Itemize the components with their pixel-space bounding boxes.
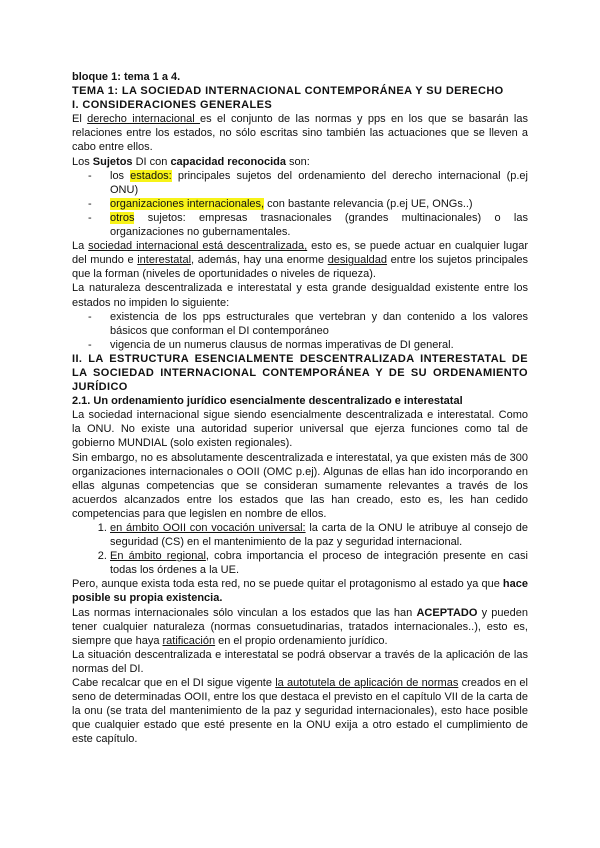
highlight: otros <box>110 211 135 224</box>
bloque-label: bloque 1: tema 1 a 4. <box>72 71 181 83</box>
principios-list <box>72 310 528 352</box>
tema-title: TEMA 1: LA SOCIEDAD INTERNACIONAL CONTEMPORÁNEA Y SU DERECHO <box>72 85 504 98</box>
highlight: organizaciones internacionales, <box>110 197 265 210</box>
paragraph-aplicacion: La situación descentralizada e interestatal se podrá observar a través de la aplicación de las normas del DI. <box>72 648 528 675</box>
paragraph-descentralizada: La sociedad internacional sigue siendo esencialmente descentralizada e interestatal. Como la ONU. No existe una autoridad superior universal que ejerza funciones como tal de gobierno MUNDIAL (solo existen regionales). <box>72 409 528 450</box>
list-item: - vigencia de un numerus clausus de normas imperativas de DI general. <box>110 338 528 352</box>
sujetos-list <box>72 169 528 239</box>
list-item: - otros sujetos: empresas trasnacionales (grandes multinacionales) o las organizaciones no gubernamentales. <box>110 211 528 239</box>
paragraph-sociedad: La sociedad internacional está descentralizada, esto es, se puede actuar en cualquier lugar del mundo e interestatal, además, hay una enorme desigualdad entre los sujetos principales que la forman (niveles de oportunidades o niveles de riqueza). <box>72 240 528 281</box>
list-item: - organizaciones internacionales, con bastante relevancia (p.ej UE, ONGs..) <box>110 197 528 211</box>
list-item: 1. en ámbito OOII con vocación universal: la carta de la ONU le atribuye al consejo de seguridad (CS) en el mantenimiento de la paz y seguridad internacional. <box>110 521 528 549</box>
paragraph-protagonismo: Pero, aunque exista toda esta red, no se puede quitar el protagonismo al estado ya que hace posible su propia existencia. <box>72 578 528 605</box>
subsection-2-1-heading: 2.1. Un ordenamiento jurídico esencialmente descentralizado e interestatal <box>72 395 463 408</box>
list-item: - existencia de los pps estructurales que vertebran y dan contenido a los valores básicos que conforman el DI contemporáneo <box>110 310 528 338</box>
section-2-heading: II. LA ESTRUCTURA ESENCIALMENTE DESCENTRALIZADA INTERESTATAL DE LA SOCIEDAD INTERNACIONAL CONTEMPORÁNEA Y DE SU ORDENAMIENTO JURÍDICO <box>72 352 528 394</box>
list-item: 2. En ámbito regional, cobra importancia el proceso de integración presente en casi todas los órdenes a la UE. <box>110 549 528 577</box>
term-derecho-internacional: derecho internacional <box>87 113 201 126</box>
paragraph-ooii: Sin embargo, no es absolutamente descentralizada e interestatal, ya que existen más de 300 organizaciones internacionales o OOII (OMC p.ej). Algunas de ellas han ido incorporando en ellas algunas competencias que se consideran sumamente relevantes a través de los acuerdos alcanzados entre los estados que las han creado, esto es, les han cedido competencias para que legislen en nombre de ellos. <box>72 451 528 520</box>
paragraph-naturaleza: La naturaleza descentralizada e interestatal y esta grande desigualdad existente entre los estados no impiden lo siguiente: <box>72 282 528 309</box>
section-1-heading: I. CONSIDERACIONES GENERALES <box>72 99 273 112</box>
highlight: estados: <box>130 169 172 182</box>
paragraph-autotutela: Cabe recalcar que en el DI sigue vigente la autotutela de aplicación de normas creados en el seno de determinadas OOII, entre los que destaca el previsto en el capítulo VII de la carta de la onu (se trata del mantenimiento de la paz y seguridad internacionales), esto hace posible que cualquier estado que esté presente en la ONU exija a otro estado el cumplimiento de este capítulo. <box>72 677 528 746</box>
ambitos-list <box>72 521 528 577</box>
paragraph-sujetos: Los Sujetos DI con capacidad reconocida son: <box>72 155 310 168</box>
paragraph-normas: Las normas internacionales sólo vinculan a los estados que las han ACEPTADO y pueden tener cualquier naturaleza (normas consuetudinarias, tratados internacionales..), esto es, siempre que haya ratificación en el propio ordenamiento jurídico. <box>72 606 528 647</box>
paragraph-definition: El derecho internacional es el conjunto de las normas y pps en los que se basarán las relaciones entre los estados, no sólo escritas sino también las actuaciones que se lleven a cabo entre ellos. <box>72 113 528 154</box>
list-item: - los estados: principales sujetos del ordenamiento del derecho internacional (p.ej ONU) <box>110 169 528 197</box>
